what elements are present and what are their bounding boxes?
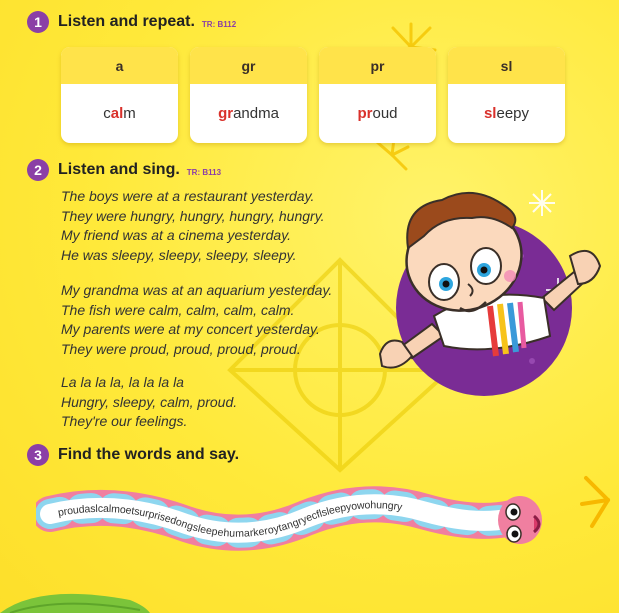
card-header: a (61, 47, 178, 84)
card-word: sl eepy (483, 105, 530, 122)
sparkle-decoration (578, 470, 619, 530)
song-line: My friend was at a cinema yesterday. (61, 227, 292, 244)
card-header: gr (190, 47, 307, 84)
section-title: Listen and sing. (58, 161, 180, 178)
section-title: Listen and repeat. (58, 13, 195, 30)
section-1-header (27, 11, 236, 33)
boy-illustration (372, 186, 607, 401)
section-title: Find the words and say. (58, 446, 240, 463)
song-line: They were proud, proud, proud, proud. (61, 340, 301, 357)
section-number-badge: 1 (27, 11, 49, 33)
song-line: They're our feelings. (61, 413, 188, 430)
word-search-worm[interactable] (36, 478, 556, 570)
song-line: La la la la, la la la la (61, 374, 184, 390)
card-word: gr andma (218, 105, 279, 122)
section-3-header (27, 444, 239, 466)
track-code[interactable]: TR: B112 (201, 19, 237, 29)
track-code[interactable]: TR: B113 (186, 167, 222, 177)
song-line: They were hungry, hungry, hungry, hungry. (61, 207, 325, 224)
phonics-card-sl[interactable] (448, 47, 565, 143)
card-header: sl (448, 47, 565, 84)
song-line: The boys were at a restaurant yesterday. (61, 188, 315, 204)
phonics-card-a[interactable] (61, 47, 178, 143)
phonics-card-gr[interactable] (190, 47, 307, 143)
song-stanza-3 (61, 373, 237, 432)
song-line: The fish were calm, calm, calm, calm. (61, 301, 295, 318)
leaf-decoration (0, 588, 160, 613)
card-word: c al m (103, 105, 136, 122)
section-number-badge: 3 (27, 444, 49, 466)
song-line: He was sleepy, sleepy, sleepy, sleepy. (61, 246, 297, 263)
song-line: My grandma was at an aquarium yesterday. (61, 282, 333, 298)
phonics-card-pr[interactable] (319, 47, 436, 143)
section-number-badge: 2 (27, 159, 49, 181)
song-stanza-1 (61, 187, 325, 265)
song-line: Hungry, sleepy, calm, proud. (61, 393, 238, 410)
section-2-header (27, 159, 221, 181)
song-stanza-2 (61, 281, 332, 359)
card-header: pr (319, 47, 436, 84)
song-line: My parents were at my concert yesterday. (61, 321, 320, 338)
card-word: pr oud (357, 105, 398, 122)
letter-puzzle-text: proudaslcalmoetsurprisedongsleepehumarkeroytangryecflsleepyowohungry (56, 499, 404, 540)
